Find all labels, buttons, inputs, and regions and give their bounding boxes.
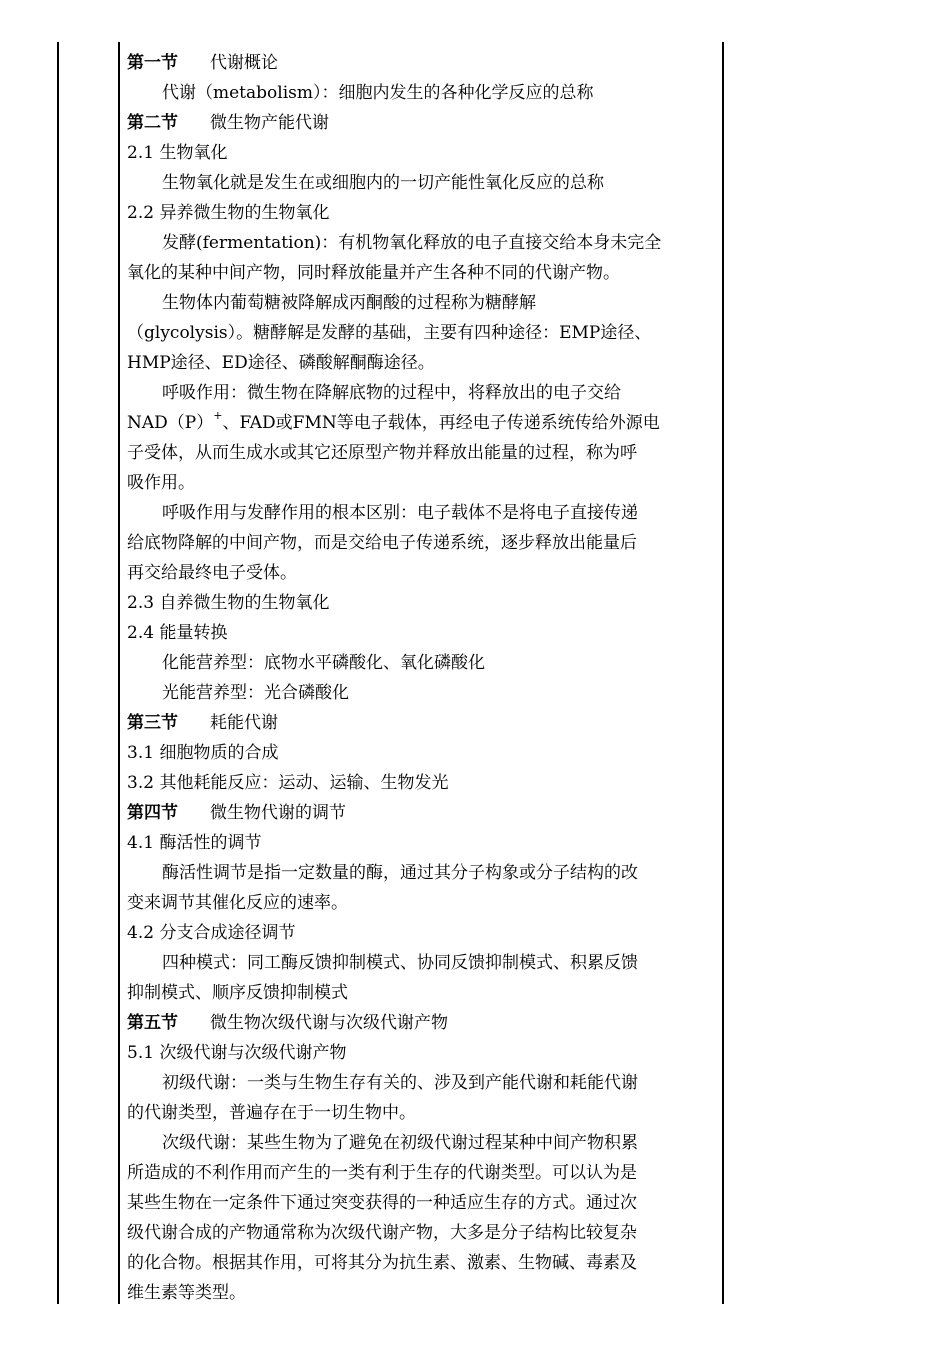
paragraph-line: 给底物降解的中间产物，而是交给电子传递系统，逐步释放出能量后 (127, 533, 637, 553)
paragraph-line: HMP途径、ED途径、磷酸解酮酶途径。 (127, 353, 435, 373)
right-border-line (722, 42, 724, 1304)
subsection-heading: 2.3 自养微生物的生物氧化 (127, 593, 330, 613)
paragraph-line: 发酵(fermentation)：有机物氧化释放的电子直接交给本身未完全 (162, 233, 662, 253)
paragraph-line: 级代谢合成的产物通常称为次级代谢产物，大多是分子结构比较复杂 (127, 1223, 637, 1243)
subsection-heading: 4.2 分支合成途径调节 (127, 923, 296, 943)
paragraph-line: 吸作用。 (127, 473, 195, 493)
document-body (127, 48, 707, 1308)
paragraph-line: 的代谢类型，普遍存在于一切生物中。 (127, 1103, 416, 1123)
section-title: 代谢概论 (210, 53, 278, 73)
text-fragment: 、FAD或FMN等电子载体，再经电子传递系统传给外源电 (222, 413, 660, 433)
paragraph-line: 再交给最终电子受体。 (127, 563, 297, 583)
paragraph-line: 某些生物在一定条件下通过突变获得的一种适应生存的方式。通过次 (127, 1193, 637, 1213)
paragraph-line: 呼吸作用与发酵作用的根本区别：电子载体不是将电子直接传递 (162, 503, 638, 523)
paragraph-line: 变来调节其催化反应的速率。 (127, 893, 348, 913)
paragraph-line: 抑制模式、顺序反馈抑制模式 (127, 983, 348, 1003)
paragraph-line: 初级代谢：一类与生物生存有关的、涉及到产能代谢和耗能代谢 (162, 1073, 638, 1093)
paragraph-line: （glycolysis）。糖酵解是发酵的基础，主要有四种途径：EMP途径、 (127, 323, 652, 343)
subsection-heading: 4.1 酶活性的调节 (127, 833, 262, 853)
section-number: 第四节 (127, 803, 178, 823)
paragraph-line: 生物氧化就是发生在或细胞内的一切产能性氧化反应的总称 (162, 173, 604, 193)
paragraph-line: 生物体内葡萄糖被降解成丙酮酸的过程称为糖酵解 (162, 293, 536, 313)
paragraph-line: 光能营养型：光合磷酸化 (162, 683, 349, 703)
paragraph-line: 呼吸作用：微生物在降解底物的过程中，将释放出的电子交给 (162, 383, 621, 403)
section-title: 微生物产能代谢 (210, 113, 329, 133)
paragraph-line: 的化合物。根据其作用，可将其分为抗生素、激素、生物碱、毒素及 (127, 1253, 637, 1273)
subsection-heading: 2.1 生物氧化 (127, 143, 228, 163)
section-number: 第二节 (127, 113, 178, 133)
section-heading-3 (127, 708, 707, 738)
left-border-line (57, 42, 59, 1304)
subsection-heading: 3.1 细胞物质的合成 (127, 743, 279, 763)
paragraph-line: 子受体，从而生成水或其它还原型产物并释放出能量的过程，称为呼 (127, 443, 637, 463)
section-number: 第三节 (127, 713, 178, 733)
paragraph-line (127, 408, 707, 438)
paragraph-line: 氧化的某种中间产物，同时释放能量并产生各种不同的代谢产物。 (127, 263, 620, 283)
section-heading-5 (127, 1008, 707, 1038)
paragraph-line: 次级代谢：某些生物为了避免在初级代谢过程某种中间产物积累 (162, 1133, 638, 1153)
paragraph-line: 化能营养型：底物水平磷酸化、氧化磷酸化 (162, 653, 485, 673)
text-fragment: NAD（P） (127, 413, 214, 433)
section-title: 微生物代谢的调节 (210, 803, 346, 823)
section-title: 微生物次级代谢与次级代谢产物 (210, 1013, 448, 1033)
subsection-heading: 2.2 异养微生物的生物氧化 (127, 203, 330, 223)
paragraph-line: 代谢（metabolism）：细胞内发生的各种化学反应的总称 (162, 83, 594, 103)
inner-left-border-line (118, 42, 120, 1304)
section-number: 第五节 (127, 1013, 178, 1033)
paragraph-line: 四种模式：同工酶反馈抑制模式、协同反馈抑制模式、积累反馈 (162, 953, 638, 973)
subsection-heading: 2.4 能量转换 (127, 623, 228, 643)
paragraph-line: 酶活性调节是指一定数量的酶，通过其分子构象或分子结构的改 (162, 863, 638, 883)
section-title: 耗能代谢 (210, 713, 278, 733)
section-heading-2 (127, 108, 707, 138)
section-heading-1 (127, 48, 707, 78)
superscript: + (213, 409, 223, 423)
section-heading-4 (127, 798, 707, 828)
section-number: 第一节 (127, 53, 178, 73)
paragraph-line: 所造成的不利作用而产生的一类有利于生存的代谢类型。可以认为是 (127, 1163, 637, 1183)
paragraph-line: 维生素等类型。 (127, 1283, 246, 1303)
subsection-heading: 3.2 其他耗能反应：运动、运输、生物发光 (127, 773, 449, 793)
subsection-heading: 5.1 次级代谢与次级代谢产物 (127, 1043, 347, 1063)
